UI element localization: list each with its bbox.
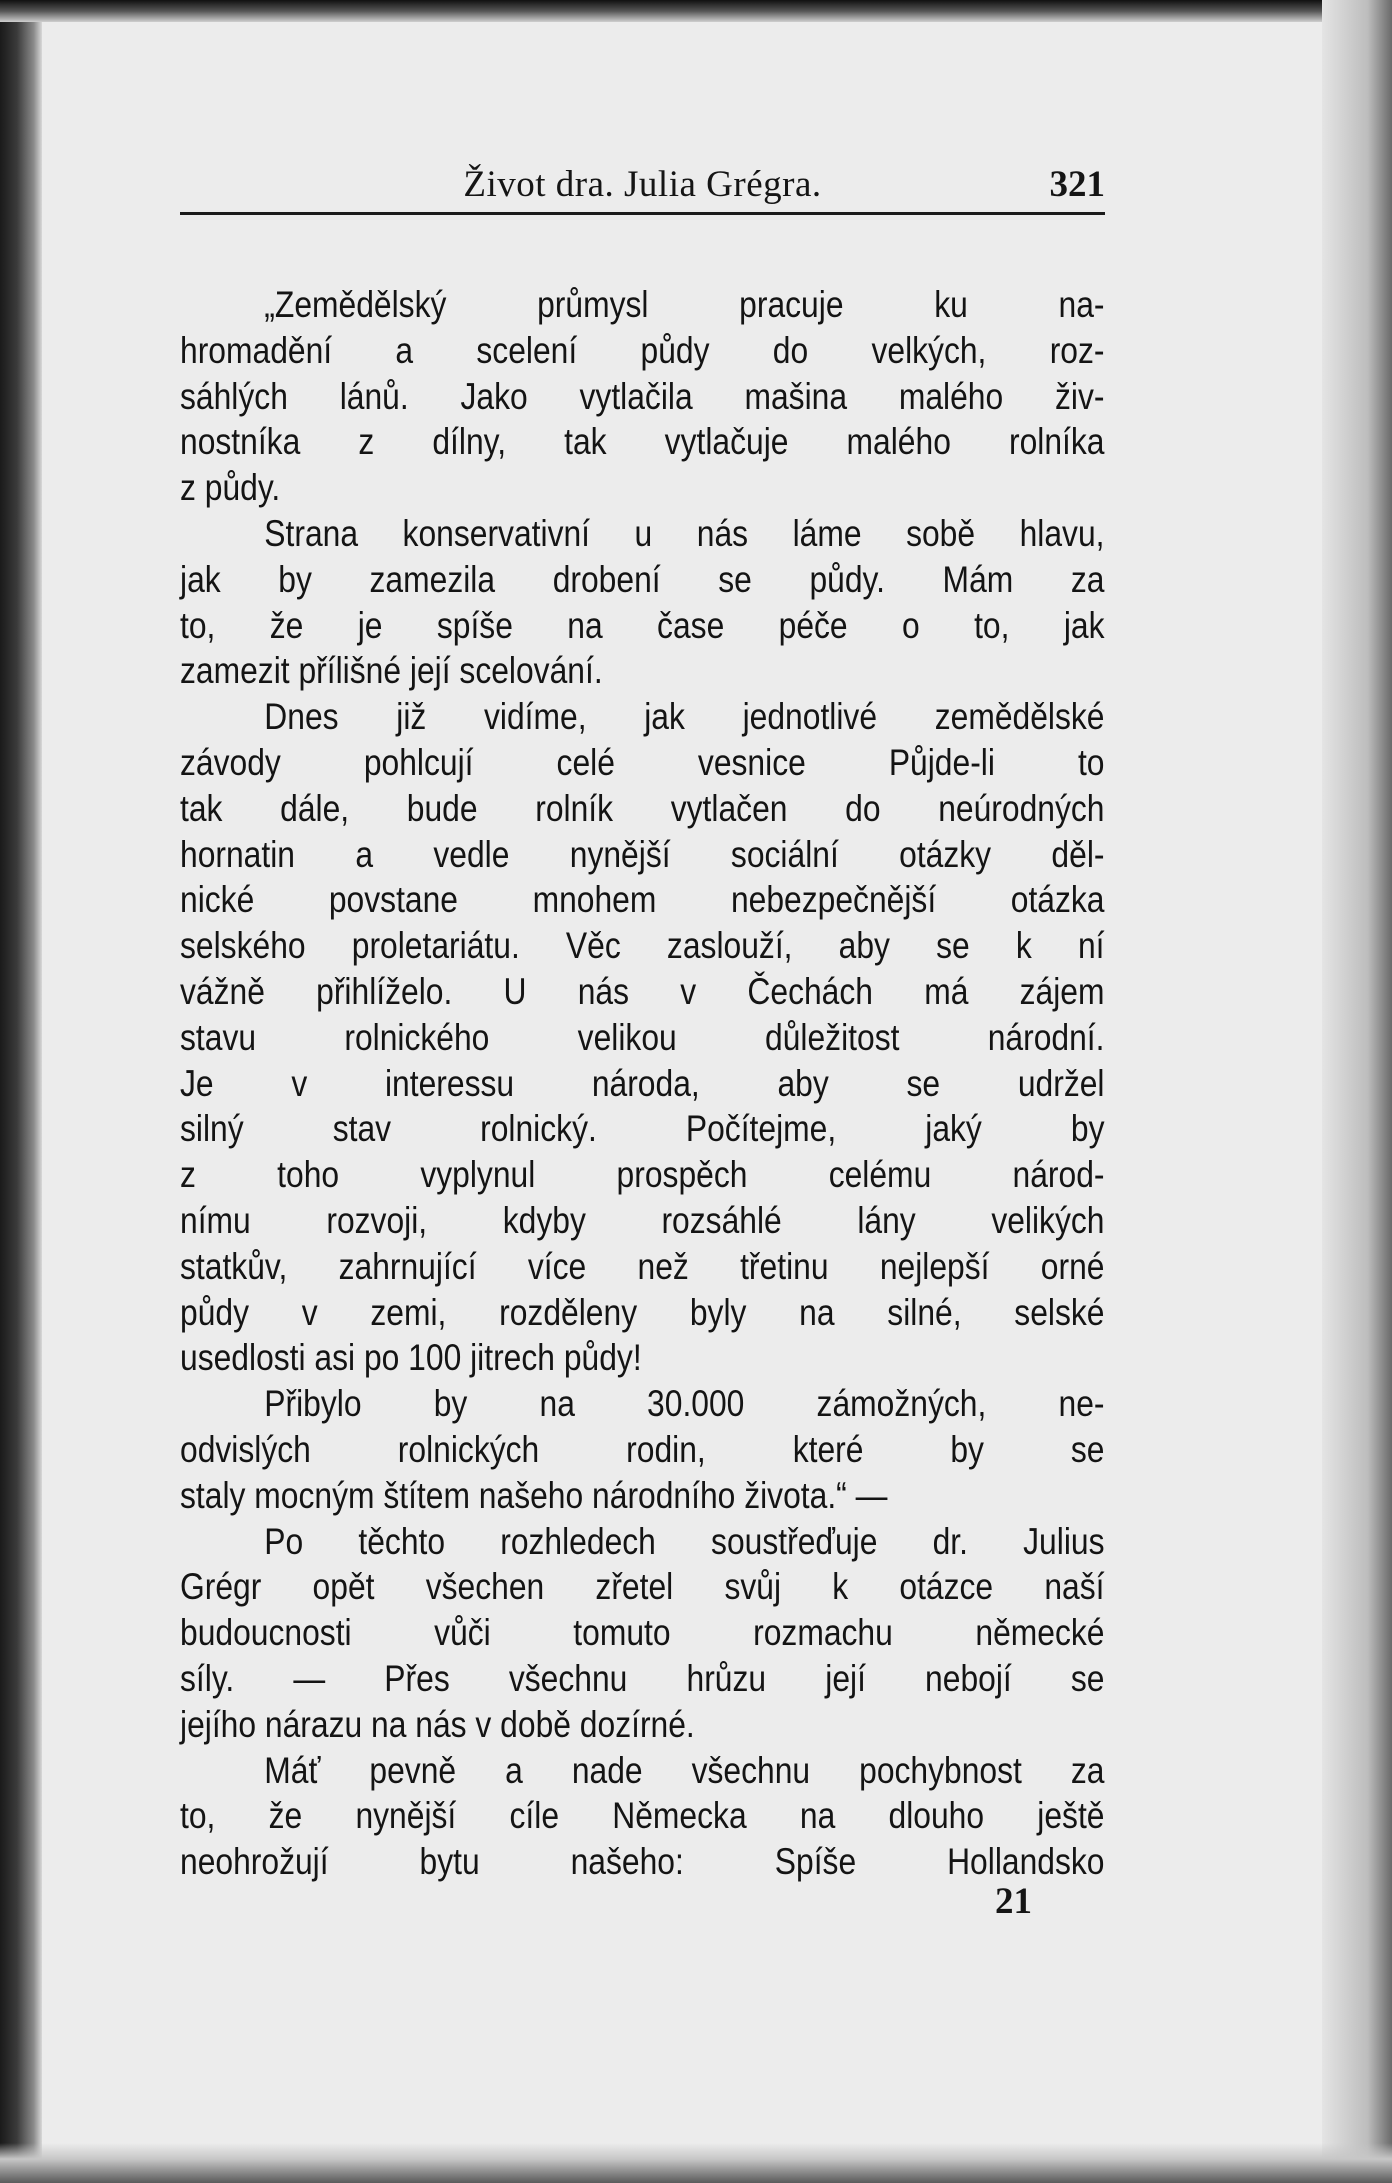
page-edge-top <box>0 0 1392 22</box>
text-line: nické povstane mnohem nebezpečnější otázka <box>180 879 1105 921</box>
text-line: síly. — Přes všechnu hrůzu její nebojí se <box>180 1657 1105 1699</box>
text-line: „Zemědělský průmysl pracuje ku na- <box>264 284 1105 325</box>
page-edge-bottom <box>0 2143 1392 2183</box>
text-line: nostníka z dílny, tak vytlačuje malého rolníka <box>180 421 1105 463</box>
text-line: odvislých rolnických rodin, které by se <box>180 1428 1105 1470</box>
text-line: silný stav rolnický. Počítejme, jaký by <box>180 1108 1105 1150</box>
text-line: Máť pevně a nade všechnu pochybnost za <box>264 1749 1105 1791</box>
text-line: usedlosti asi po 100 jitrech půdy! <box>180 1337 642 1379</box>
text-line: Po těchto rozhledech soustřeďuje dr. Julius <box>264 1520 1105 1562</box>
text-line: z půdy. <box>180 467 281 509</box>
text-line: půdy v zemi, rozděleny byly na silné, selské <box>180 1291 1105 1333</box>
text-line: hornatin a vedle nynější sociální otázky děl- <box>180 833 1105 875</box>
page-number: 321 <box>1049 164 1105 205</box>
text-line: neohrožují bytu našeho: Spíše Hollandsko <box>180 1841 1105 1883</box>
text-line: Grégr opět všechen zřetel svůj k otázce naší <box>180 1566 1105 1608</box>
text-line: závody pohlcují celé vesnice Půjde-li to <box>180 741 1105 783</box>
text-line: z toho vyplynul prospěch celému národ- <box>180 1154 1105 1196</box>
header-rule <box>180 212 1105 215</box>
text-line: stavu rolnického velikou důležitost národní. <box>180 1016 1105 1058</box>
text-line: sáhlých lánů. Jako vytlačila mašina malého živ- <box>180 375 1105 417</box>
text-line: selského proletariátu. Věc zaslouží, aby se k ní <box>180 925 1105 967</box>
text-line: Přibylo by na 30.000 zámožných, ne- <box>264 1383 1105 1425</box>
text-line: statkův, zahrnující více než třetinu nejlepší orné <box>180 1245 1105 1287</box>
text-line: hromadění a scelení půdy do velkých, roz- <box>180 329 1105 371</box>
body-text <box>180 282 1105 1885</box>
text-line: staly mocným štítem našeho národního života.“ — <box>180 1474 888 1516</box>
text-line: budoucnosti vůči tomuto rozmachu německé <box>180 1612 1105 1654</box>
text-line: zamezit přílišné její scelování. <box>180 650 603 692</box>
running-header <box>180 163 1105 213</box>
text-line: vážně přihlíželo. U nás v Čechách má zájem <box>180 970 1105 1012</box>
text-line: jak by zamezila drobení se půdy. Mám za <box>180 558 1105 600</box>
text-line: to, že nynější cíle Německa na dlouho ještě <box>180 1795 1105 1837</box>
signature-mark: 21 <box>995 1881 1032 1922</box>
page-edge-left <box>0 0 42 2183</box>
running-title: Život dra. Julia Grégra. <box>463 164 822 205</box>
text-line: to, že je spíše na čase péče o to, jak <box>180 604 1105 646</box>
text-line: nímu rozvoji, kdyby rozsáhlé lány velikých <box>180 1199 1105 1241</box>
text-line: tak dále, bude rolník vytlačen do neúrodných <box>180 787 1105 829</box>
text-line: Strana konservativní u nás láme sobě hlavu, <box>264 512 1105 554</box>
text-line: jejího nárazu na nás v době dozírné. <box>180 1703 695 1745</box>
text-line: Dnes již vidíme, jak jednotlivé zemědělské <box>264 696 1105 738</box>
text-line: Je v interessu národa, aby se udržel <box>180 1062 1105 1104</box>
page-edge-right <box>1322 0 1392 2183</box>
